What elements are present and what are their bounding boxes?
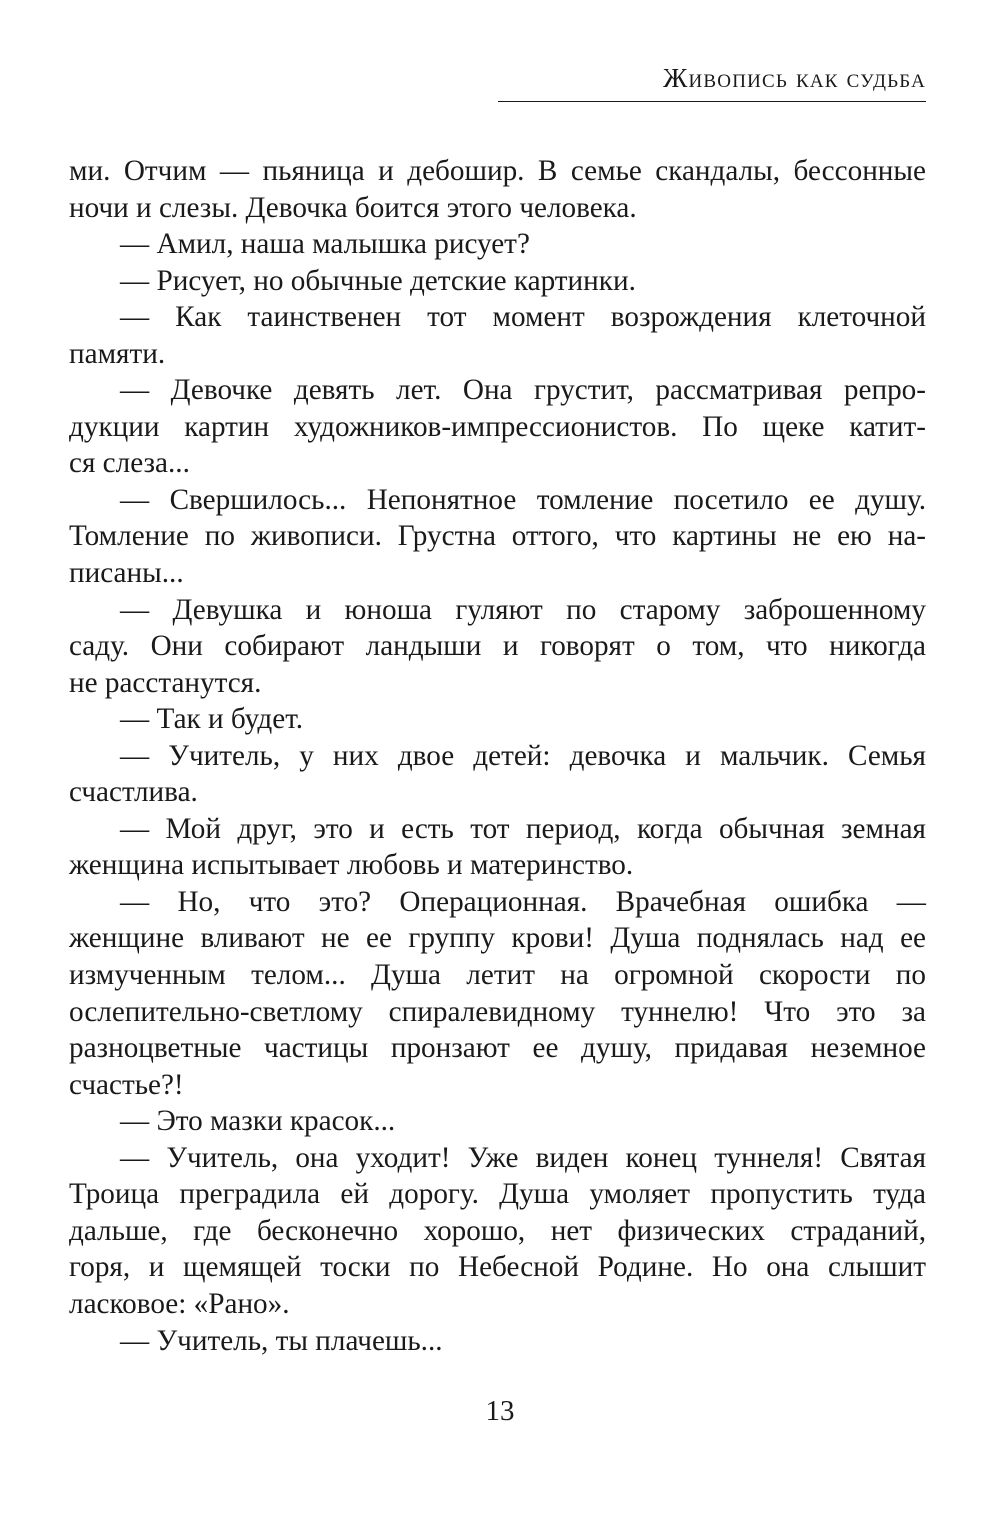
- text-line: памяти.: [69, 337, 166, 370]
- body-text: [69, 153, 926, 1359]
- text-line: — Мой друг, это и есть тот период, когда обычная земная: [120, 812, 926, 845]
- text-line: — Девушка и юноша гуляют по старому заброшенному: [120, 593, 926, 626]
- text-line: писаны...: [69, 557, 184, 590]
- text-line: ослепительно-светлому спиралевидному туннелю! Что это за: [69, 995, 926, 1028]
- text-line: дальше, где бесконечно хорошо, нет физических страданий,: [69, 1214, 926, 1247]
- text-line: — Учитель, она уходит! Уже виден конец туннеля! Святая: [120, 1141, 926, 1174]
- text-line: ся слеза...: [69, 447, 190, 480]
- text-line: ми. Отчим — пьяница и дебошир. В семье скандалы, бессонные: [69, 155, 926, 187]
- text-line: — Это мазки красок...: [120, 1105, 396, 1138]
- text-line: — Но, что это? Операционная. Врачебная ошибка —: [120, 885, 926, 918]
- running-header: Живопись как судьба: [663, 63, 926, 93]
- text-line: женщине вливают не ее группу крови! Душа поднялась над ее: [69, 922, 926, 955]
- text-line: ласковое: «Рано».: [69, 1287, 290, 1320]
- text-line: — Девочке девять лет. Она грустит, рассматривая репро-: [120, 374, 926, 407]
- text-line: — Амил, наша малышка рисует?: [120, 228, 530, 261]
- text-line: ночи и слезы. Девочка боится этого человека.: [69, 191, 637, 224]
- page-number: 13: [485, 1395, 515, 1427]
- text-line: — Учитель, у них двое детей: девочка и мальчик. Семья: [120, 739, 926, 772]
- text-line: — Так и будет.: [120, 703, 304, 736]
- text-line: счастлива.: [69, 776, 198, 809]
- text-line: не расстанутся.: [69, 666, 262, 699]
- text-line: женщина испытывает любовь и материнство.: [69, 849, 634, 882]
- text-line: разноцветные частицы пронзают ее душу, придавая неземное: [69, 1032, 926, 1065]
- text-line: Томление по живописи. Грустна оттого, что картины не ею на-: [69, 520, 926, 553]
- text-line: Троица преградила ей дорогу. Душа умоляет пропустить туда: [69, 1178, 926, 1211]
- text-line: саду. Они собирают ландыши и говорят о том, что никогда: [69, 630, 926, 663]
- text-line: — Как таинственен тот момент возрождения клеточной: [120, 301, 926, 334]
- text-line: измученным телом... Душа летит на огромной скорости по: [69, 959, 926, 992]
- text-line: — Рисует, но обычные детские картинки.: [120, 264, 636, 297]
- text-line: горя, и щемящей тоски по Небесной Родине. Но она слышит: [69, 1251, 926, 1284]
- text-line: дукции картин художников-импрессионистов. По щеке катит-: [69, 410, 926, 443]
- text-line: — Учитель, ты плачешь...: [120, 1324, 443, 1357]
- header-rule: [498, 101, 926, 102]
- text-line: — Свершилось... Непонятное томление посетило ее душу.: [120, 483, 926, 516]
- text-line: счастье?!: [69, 1068, 184, 1101]
